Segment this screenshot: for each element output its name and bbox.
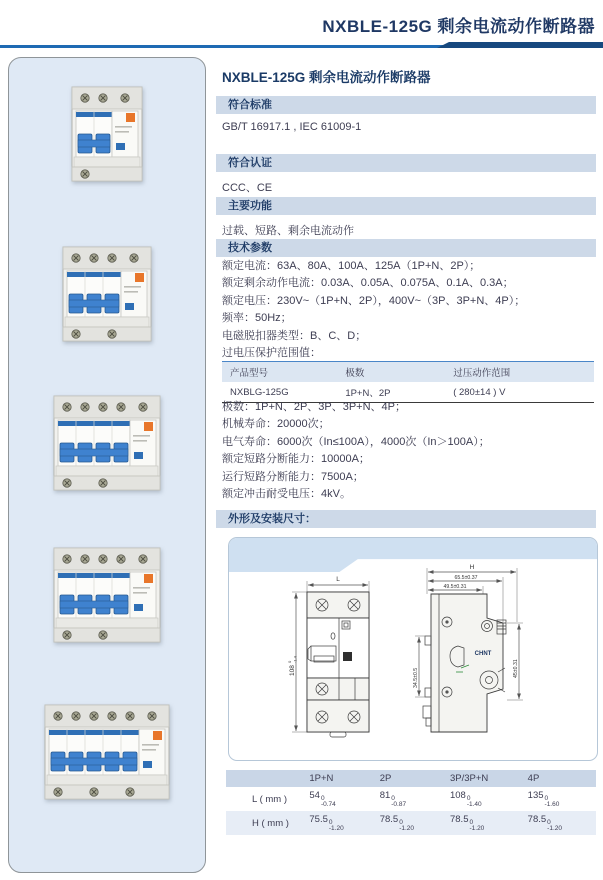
col-poles: 极数 xyxy=(337,362,445,383)
dim-label-345: 34.5±0.5 xyxy=(413,667,419,688)
product-photo-panel xyxy=(8,57,206,873)
col-2p: 2P xyxy=(379,773,392,784)
title-rule-dark xyxy=(437,42,603,48)
section-heading-certification: 符合认证 xyxy=(216,154,596,172)
tech-params-list-2 xyxy=(222,399,490,503)
dim-cell: 108 0 -1.40 xyxy=(449,789,482,808)
side-view xyxy=(413,564,523,732)
dimension-row-L xyxy=(226,787,596,811)
content-area xyxy=(216,58,596,870)
title-rule-light xyxy=(0,45,447,48)
section-heading-tech-params: 技术参数 xyxy=(216,239,596,257)
dim-label-108 xyxy=(287,655,298,676)
certification-text: CCC、CE xyxy=(222,182,273,194)
brand-logo: CHNT xyxy=(474,651,492,657)
overvoltage-table xyxy=(222,361,594,403)
technical-drawing xyxy=(235,560,591,756)
svg-text:-1.4: -1.4 xyxy=(292,656,298,663)
cell-overvoltage-range: ( 280±14 ) V xyxy=(445,382,594,403)
dimension-row-H xyxy=(226,811,596,835)
tech-param-line: 电磁脱扣器类型：B、C、D； xyxy=(222,329,367,342)
standards-text: GB/T 16917.1 , IEC 61009-1 xyxy=(222,121,362,133)
breaker-photo-4p xyxy=(43,703,171,803)
front-view xyxy=(287,576,369,737)
tech-param-line: 额定短路分断能力：10000A； xyxy=(222,453,370,466)
tech-params-list xyxy=(222,258,525,362)
col-3p-3pn: 3P/3P+N xyxy=(449,773,489,784)
breaker-photo-2p xyxy=(61,245,153,345)
dim-label-655: 65.5±0.37 xyxy=(454,575,478,581)
col-product-model: 产品型号 xyxy=(222,362,337,383)
breaker-photo-3p xyxy=(52,394,162,494)
col-4p: 4P xyxy=(527,773,540,784)
row-label-L: L ( mm ) xyxy=(252,793,288,805)
dim-cell: 54 0 -0.74 xyxy=(309,789,336,808)
section-heading-dimensions: 外形及安装尺寸： xyxy=(216,510,596,528)
product-title: NXBLE-125G 剩余电流动作断路器 xyxy=(222,70,431,85)
dimension-table xyxy=(226,770,596,835)
breaker-photo-3pn xyxy=(52,546,162,646)
dim-cell: 78.5 0 -1.20 xyxy=(527,813,562,832)
col-1pn: 1P+N xyxy=(309,773,334,784)
dim-label-H: H xyxy=(469,564,475,571)
dim-cell: 78.5 0 -1.20 xyxy=(449,813,485,832)
section-heading-functions: 主要功能 xyxy=(216,197,596,215)
svg-text:0: 0 xyxy=(287,660,292,663)
dimension-header-row xyxy=(226,770,596,787)
col-overvoltage-range: 过压动作范围 xyxy=(445,362,594,383)
dim-cell: 81 0 -0.87 xyxy=(379,789,407,808)
dim-label-45: 45±0.31 xyxy=(513,659,519,678)
tech-param-line: 电气寿命：6000次（In≤100A），4000次（In＞100A）； xyxy=(222,435,490,448)
tech-param-line: 过电压保护范围值： xyxy=(222,347,321,360)
dim-label-L: L xyxy=(336,576,340,583)
tech-param-line: 额定冲击耐受电压：4kV。 xyxy=(222,488,351,501)
functions-text: 过载、短路、剩余电流动作 xyxy=(222,225,354,237)
tech-param-line: 额定剩余动作电流：0.03A、0.05A、0.075A、0.1A、0.3A； xyxy=(222,277,514,290)
cell-product-model: NXBLG-125G xyxy=(222,382,337,403)
tech-param-line: 额定电流：63A、80A、100A、125A（1P+N、2P）； xyxy=(222,260,481,272)
tech-param-line: 频率：50Hz； xyxy=(222,312,292,325)
tech-param-line: 机械寿命：20000次； xyxy=(222,418,330,431)
svg-text:108: 108 xyxy=(289,665,296,676)
section-heading-standards: 符合标准 xyxy=(216,96,596,114)
tech-param-line: 运行短路分断能力：7500A； xyxy=(222,470,364,483)
dimension-drawing-panel xyxy=(228,537,598,761)
cell-poles: 1P+N、2P xyxy=(337,382,445,403)
tech-param-line: 极数：1P+N、2P、3P、3P+N、4P； xyxy=(222,401,407,413)
dim-label-495: 49.5±0.31 xyxy=(443,584,467,590)
dim-cell: 75.5 0 -1.20 xyxy=(309,813,344,832)
dim-cell: 78.5 0 -1.20 xyxy=(379,813,415,832)
col-blank xyxy=(226,770,307,787)
dim-cell: 135 0 -1.60 xyxy=(527,789,560,808)
page-title: NXBLE-125G 剩余电流动作断路器 xyxy=(322,17,595,36)
breaker-photo-1pn xyxy=(70,85,144,185)
overvoltage-header-row xyxy=(222,362,594,383)
tech-param-line: 额定电压：230V~（1P+N、2P），400V~（3P、3P+N、4P）； xyxy=(222,294,526,307)
row-label-H: H ( mm ) xyxy=(252,817,289,829)
